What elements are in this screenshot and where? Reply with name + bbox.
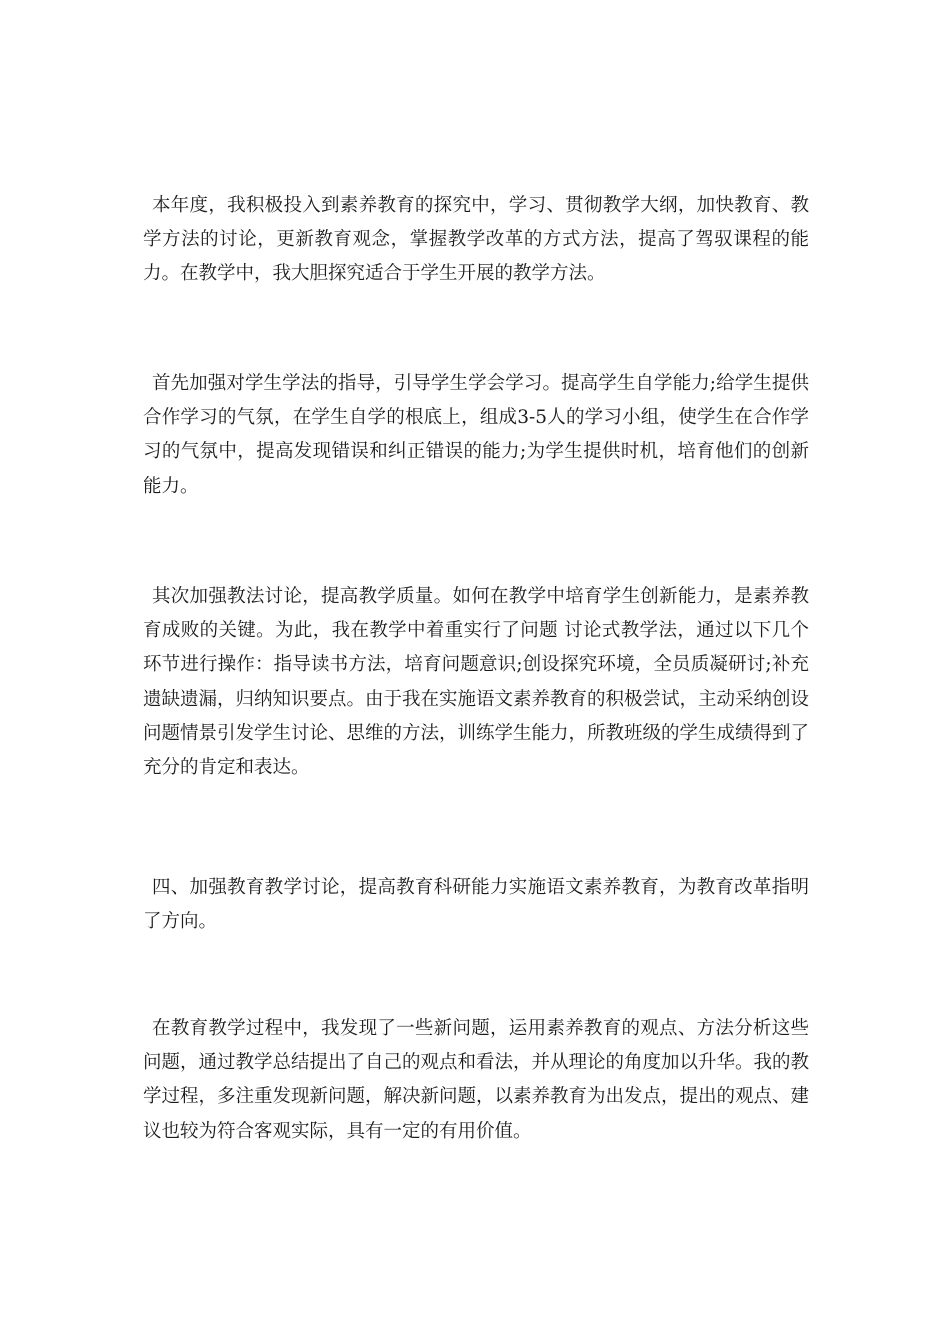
paragraph-1: 本年度，我积极投入到素养教育的探究中，学习、贯彻教学大纲，加快教育、教学方法的讨论，更新教育观念，掌握教学改革的方式方法，提高了驾驭课程的能力。在教学中，我大胆探究适合于学生开展的教学方法。 bbox=[143, 195, 809, 285]
paragraph-5: 在教育教学过程中，我发现了一些新问题，运用素养教育的观点、方法分析这些问题，通过教学总结提出了自己的观点和看法，并从理论的角度加以升华。我的教学过程，多注重发现新问题，解决新问题，以素养教育为出发点，提出的观点、建议也较为符合客观实际，具有一定的有用价值。 bbox=[143, 1018, 810, 1142]
paragraph-2: 首先加强对学生学法的指导，引导学生学会学习。提高学生自学能力;给学生提供合作学习的气氛，在学生自学的根底上，组成3-5人的学习小组，使学生在合作学习的气氛中，提高发现错误和纠正错误的能力;为学生提供时机，培育他们的创新能力。 bbox=[143, 373, 809, 497]
paragraph-3: 其次加强教法讨论，提高教学质量。如何在教学中培育学生创新能力，是素养教育成败的关键。为此，我在教学中着重实行了问题 讨论式教学法，通过以下几个环节进行操作：指导读书方法，培育问题意识;创设探究环境，全员质凝研讨;补充遗缺遗漏，归纳知识要点。由于我在实施语文素养教育的积极尝试，主动采纳创设问题情景引发学生讨论、思维的方法，训练学生能力，所教班级的学生成绩得到了充分的肯定和表达。 bbox=[143, 586, 810, 779]
paragraph-4: 四、加强教育教学讨论，提高教育科研能力实施语文素养教育，为教育改革指明了方向。 bbox=[143, 877, 809, 933]
